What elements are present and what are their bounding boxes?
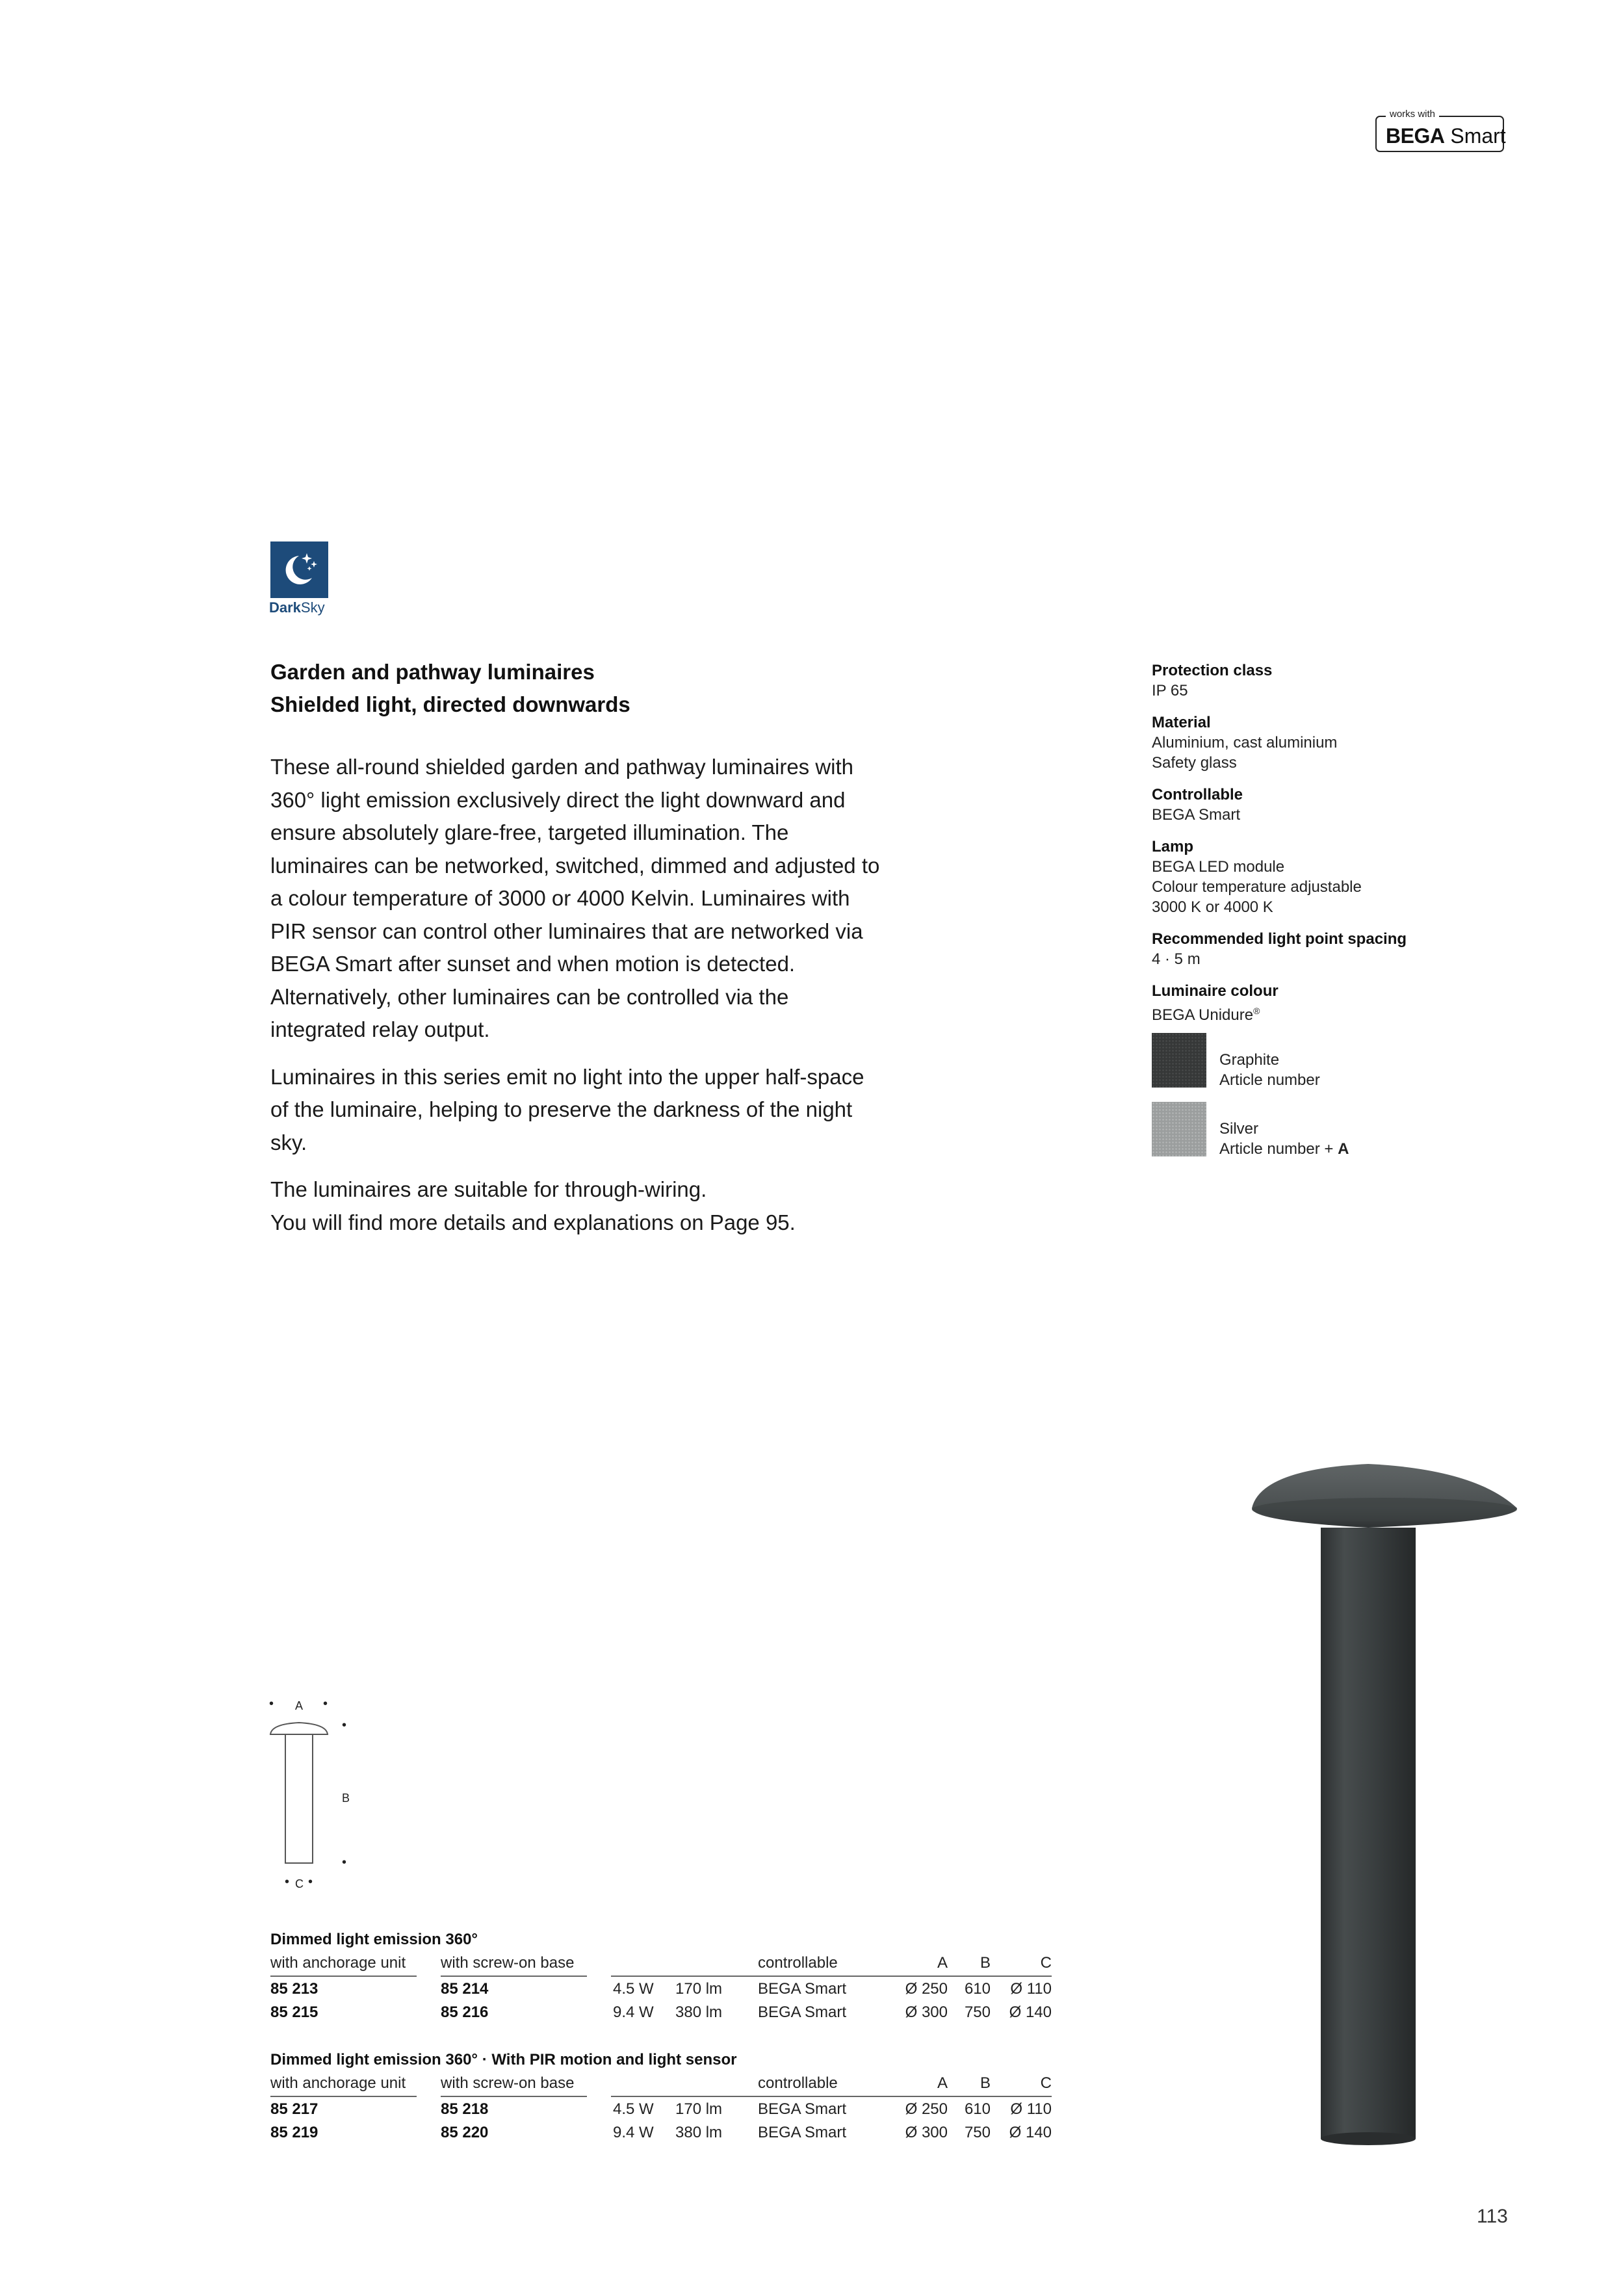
table-2-title: Dimmed light emission 360° · With PIR motion and light sensor [270, 2051, 737, 2068]
badge-works-with: works with [1386, 109, 1439, 120]
badge-logo: BEGA Smart [1386, 124, 1506, 148]
colour-silver: Silver Article number + A [1152, 1102, 1477, 1171]
dimension-drawing [269, 1721, 329, 1866]
silver-swatch [1152, 1102, 1206, 1156]
table-header: with anchorage unit with screw-on base controllable A B C [270, 2072, 1052, 2098]
table-1-title: Dimmed light emission 360° [270, 1931, 478, 1948]
table-1 [270, 1951, 1052, 2024]
description-paragraph-2: Luminaires in this series emit no light into the upper half-space of the luminaire, helping to preserve the darkness of the night sky. [270, 1064, 864, 1155]
spec-light-point-spacing: Recommended light point spacing 4 · 5 m [1152, 930, 1407, 968]
spec-protection-class: Protection class IP 65 [1152, 662, 1273, 699]
spec-material: Material Aluminium, cast aluminium Safety glass [1152, 714, 1338, 772]
table-row: 85 213 85 214 4.5 W 170 lm BEGA Smart Ø 250 610 Ø 110 [270, 1980, 1052, 1998]
darksky-label: DarkSky [269, 599, 325, 616]
table-row: 85 215 85 216 9.4 W 380 lm BEGA Smart Ø 300 750 Ø 140 [270, 2003, 1052, 2021]
moon-stars-icon [270, 541, 328, 598]
headline-line-1: Garden and pathway luminaires [270, 660, 595, 684]
dimension-b-label: B [342, 1792, 350, 1805]
page-number: 113 [1477, 2206, 1508, 2227]
table-row: 85 219 85 220 9.4 W 380 lm BEGA Smart Ø 300 750 Ø 140 [270, 2124, 1052, 2141]
bega-smart-badge [1375, 109, 1506, 152]
description-paragraph-3: The luminaires are suitable for through-wiring. You will find more details and explanations on Page 95. [270, 1177, 796, 1234]
colour-graphite: Graphite Article number [1152, 1033, 1477, 1102]
description-text [270, 751, 881, 1253]
spec-lamp: Lamp BEGA LED module Colour temperature adjustable 3000 K or 4000 K [1152, 838, 1362, 916]
dimension-a-label: A [295, 1699, 304, 1712]
graphite-swatch [1152, 1033, 1206, 1088]
description-paragraph-1: These all-round shielded garden and pathway luminaires with 360° light emission exclusively direct the light downward and ensure absolutely glare-free, targeted illumination. The luminaires can be networked, switched, dimmed and adjusted to a colour temperature of 3000 or 4000 Kelvin. Luminaires with PIR sensor can control other luminaires that are networked via BEGA Smart after sunset and when motion is detected. Alternatively, other luminaires can be controlled via the integrated relay output. [270, 755, 880, 1041]
spec-luminaire-colour: Luminaire colour BEGA Unidure® [1152, 982, 1279, 1024]
spec-controllable: Controllable BEGA Smart [1152, 786, 1243, 824]
luminaire-product-image [1241, 1456, 1527, 2152]
darksky-logo [270, 541, 328, 598]
table-header: with anchorage unit with screw-on base controllable A B C [270, 1951, 1052, 1977]
headline-line-2: Shielded light, directed downwards [270, 692, 630, 716]
table-2 [270, 2072, 1052, 2145]
specifications [1152, 660, 1477, 1171]
table-row: 85 217 85 218 4.5 W 170 lm BEGA Smart Ø 250 610 Ø 110 [270, 2100, 1052, 2118]
dimension-c-label: C [295, 1877, 304, 1890]
